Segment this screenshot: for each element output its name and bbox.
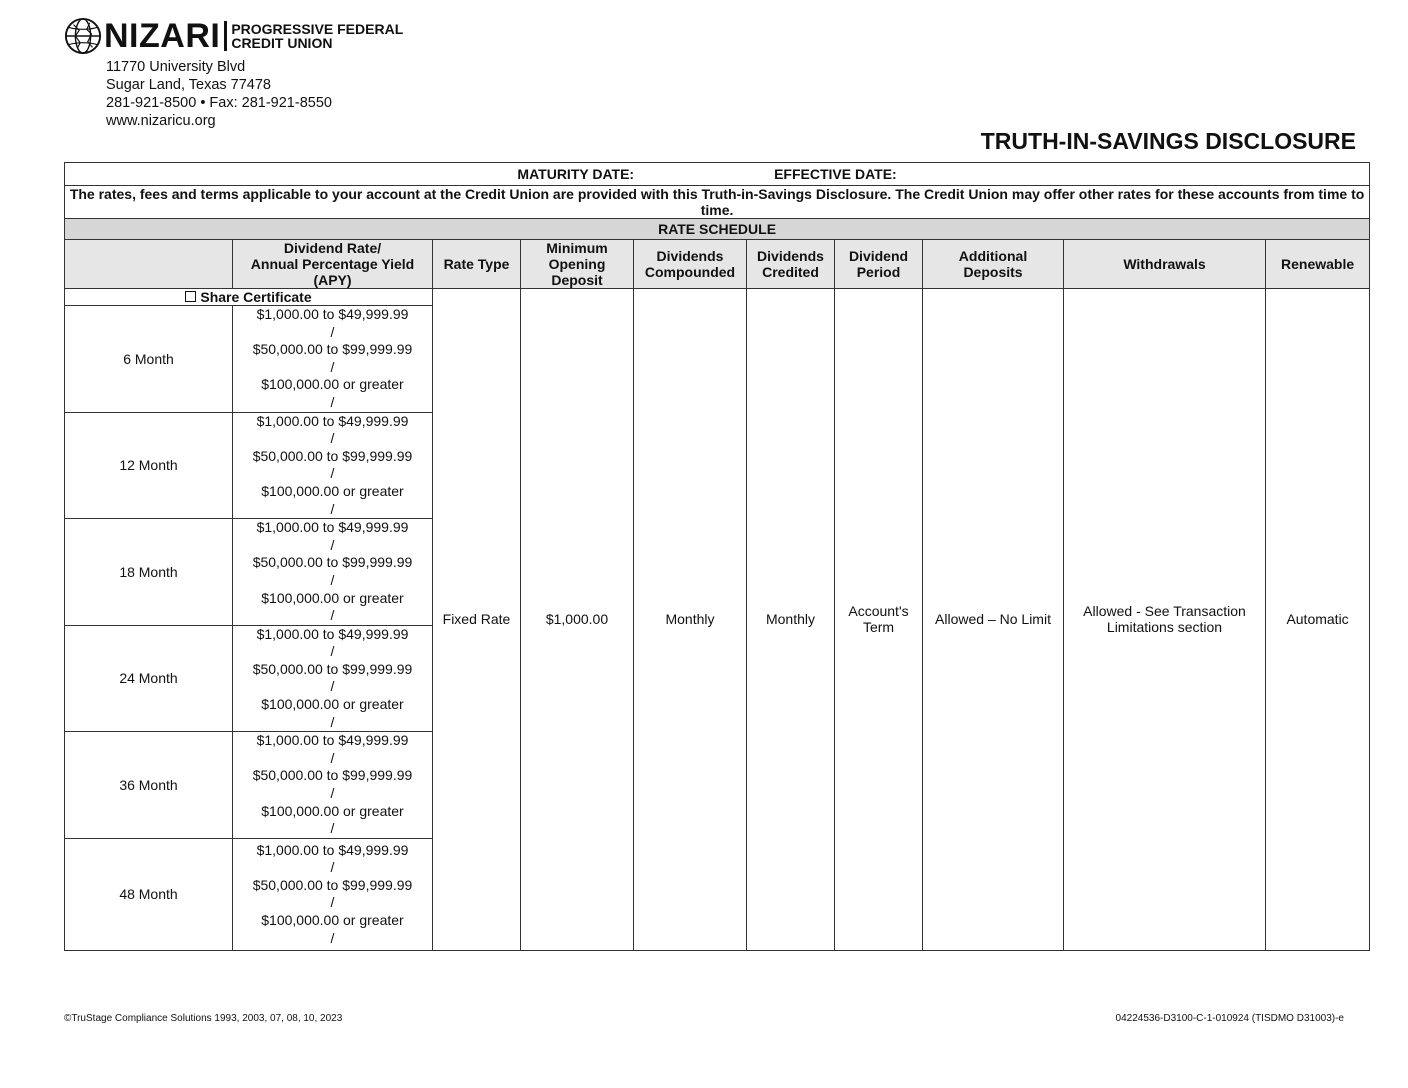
effective-date-label: EFFECTIVE DATE: (774, 166, 897, 182)
tier-2: $50,000.00 to $99,999.99 (252, 447, 413, 464)
rate-slash: / (330, 358, 335, 375)
brand-sub-line1: PROGRESSIVE FEDERAL (231, 21, 404, 37)
rate-schedule-title: RATE SCHEDULE (65, 219, 1370, 240)
header-credited-l2: Credited (762, 264, 819, 280)
header-dividend-rate-l1: Dividend Rate/ (283, 240, 382, 256)
term-label: 18 Month (65, 519, 233, 626)
schedule-title-row (65, 219, 1370, 240)
header-min-deposit-l3: Deposit (551, 272, 603, 288)
header-withdrawals: Withdrawals (1064, 240, 1266, 289)
header-period-l1: Dividend (848, 248, 909, 264)
rate-slash: / (330, 393, 335, 410)
tier-3: $100,000.00 or greater (261, 589, 404, 606)
tier-cell (233, 838, 433, 950)
rate-slash: / (330, 536, 335, 553)
rate-slash: / (330, 465, 335, 482)
header-blank (65, 240, 233, 289)
form-id-footer: 04224536-D3100-C-1-010924 (TISDMO D31003)-e (1115, 1013, 1344, 1024)
tier-2: $50,000.00 to $99,999.99 (252, 660, 413, 677)
header-additional-deposits (923, 240, 1064, 289)
header-period-l2: Period (856, 264, 901, 280)
rate-slash: / (330, 643, 335, 660)
tier-1: $1,000.00 to $49,999.99 (256, 519, 409, 536)
maturity-date-label: MATURITY DATE: (517, 166, 635, 182)
rate-slash: / (330, 430, 335, 447)
tier-1: $1,000.00 to $49,999.99 (256, 625, 409, 642)
category-label: Share Certificate (200, 289, 312, 305)
column-header-row (65, 240, 1370, 289)
tier-2: $50,000.00 to $99,999.99 (252, 767, 413, 784)
header-credited-l1: Dividends (757, 248, 824, 264)
term-label: 6 Month (65, 306, 233, 413)
tier-cell (233, 519, 433, 626)
intro-row (65, 186, 1370, 219)
tier-2: $50,000.00 to $99,999.99 (252, 876, 413, 893)
header-dividend-rate-l3: (APY) (313, 272, 352, 288)
tier-cell (233, 412, 433, 519)
header-dividend-rate (233, 240, 433, 289)
rate-slash: / (330, 678, 335, 695)
rate-slash: / (330, 749, 335, 766)
header-compounded-l1: Dividends (656, 248, 724, 264)
header-additional-l1: Additional (958, 248, 1028, 264)
category-cell (65, 289, 433, 306)
term-label: 48 Month (65, 838, 233, 950)
brand-name: NIZARI (104, 17, 221, 55)
tier-1: $1,000.00 to $49,999.99 (256, 732, 409, 749)
header-min-deposit (521, 240, 634, 289)
tier-cell (233, 732, 433, 839)
tier-3: $100,000.00 or greater (261, 696, 404, 713)
tier-2: $50,000.00 to $99,999.99 (252, 341, 413, 358)
header-min-deposit-l2: Opening (548, 256, 606, 272)
address-block (106, 58, 332, 130)
document-title: TRUTH-IN-SAVINGS DISCLOSURE (980, 128, 1356, 154)
term-label: 36 Month (65, 732, 233, 839)
tier-cell (233, 625, 433, 732)
additional-deposits-value: Allowed – No Limit (923, 289, 1064, 951)
address-phone: 281-921-8500 • Fax: 281-921-8550 (106, 95, 332, 111)
header-credited (747, 240, 835, 289)
tier-3: $100,000.00 or greater (261, 802, 404, 819)
copyright-footer: ©TruStage Compliance Solutions 1993, 2003, 07, 08, 10, 2023 (64, 1013, 343, 1024)
rate-slash: / (330, 607, 335, 624)
address-street: 11770 University Blvd (106, 59, 246, 75)
tier-cell (233, 306, 433, 413)
brand-sub-line2: CREDIT UNION (231, 35, 333, 51)
withdrawals-value-l1: Allowed - See Transaction (1083, 603, 1246, 620)
checkbox-icon (185, 291, 196, 302)
header-period (835, 240, 923, 289)
tier-3: $100,000.00 or greater (261, 376, 404, 393)
tier-2: $50,000.00 to $99,999.99 (252, 554, 413, 571)
tier-1: $1,000.00 to $49,999.99 (256, 841, 409, 858)
rate-slash: / (330, 713, 335, 730)
rate-slash: / (330, 785, 335, 802)
intro-text: The rates, fees and terms applicable to your account at the Credit Union are provided with this Truth-in-Savings Disclosure. The Credit Union may offer other rates for these accounts from time to time. (65, 186, 1370, 219)
category-row (65, 289, 1370, 306)
rate-slash: / (330, 929, 335, 946)
tier-3: $100,000.00 or greater (261, 482, 404, 499)
rate-slash: / (330, 894, 335, 911)
header-additional-l2: Deposits (963, 264, 1023, 280)
rate-slash: / (330, 323, 335, 340)
period-value-l2: Term (862, 619, 895, 636)
renewable-value: Automatic (1266, 289, 1370, 951)
globe-icon (64, 17, 102, 55)
address-website: www.nizaricu.org (106, 113, 216, 129)
dates-row (65, 163, 1370, 186)
term-label: 24 Month (65, 625, 233, 732)
withdrawals-value (1064, 289, 1266, 951)
tier-3: $100,000.00 or greater (261, 911, 404, 928)
compounded-value: Monthly (634, 289, 747, 951)
header-compounded-l2: Compounded (644, 264, 736, 280)
credited-value: Monthly (747, 289, 835, 951)
rate-slash: / (330, 500, 335, 517)
rate-slash: / (330, 571, 335, 588)
brand-subtitle (231, 22, 403, 50)
tier-1: $1,000.00 to $49,999.99 (256, 306, 409, 322)
header-dividend-rate-l2: Annual Percentage Yield (250, 256, 415, 272)
header-renewable: Renewable (1266, 240, 1370, 289)
withdrawals-value-l2: Limitations section (1106, 619, 1223, 636)
header-rate-type: Rate Type (433, 240, 521, 289)
header-min-deposit-l1: Minimum (546, 240, 608, 256)
header-compounded (634, 240, 747, 289)
credit-union-logo (64, 17, 403, 55)
min-deposit-value: $1,000.00 (521, 289, 634, 951)
rate-type-value: Fixed Rate (433, 289, 521, 951)
brand-divider (224, 21, 227, 51)
period-value-l1: Account's (848, 603, 909, 620)
address-city: Sugar Land, Texas 77478 (106, 77, 272, 93)
rate-schedule-table (64, 162, 1370, 951)
tier-1: $1,000.00 to $49,999.99 (256, 412, 409, 429)
period-value (835, 289, 923, 951)
rate-slash: / (330, 820, 335, 837)
term-label: 12 Month (65, 412, 233, 519)
rate-slash: / (330, 859, 335, 876)
